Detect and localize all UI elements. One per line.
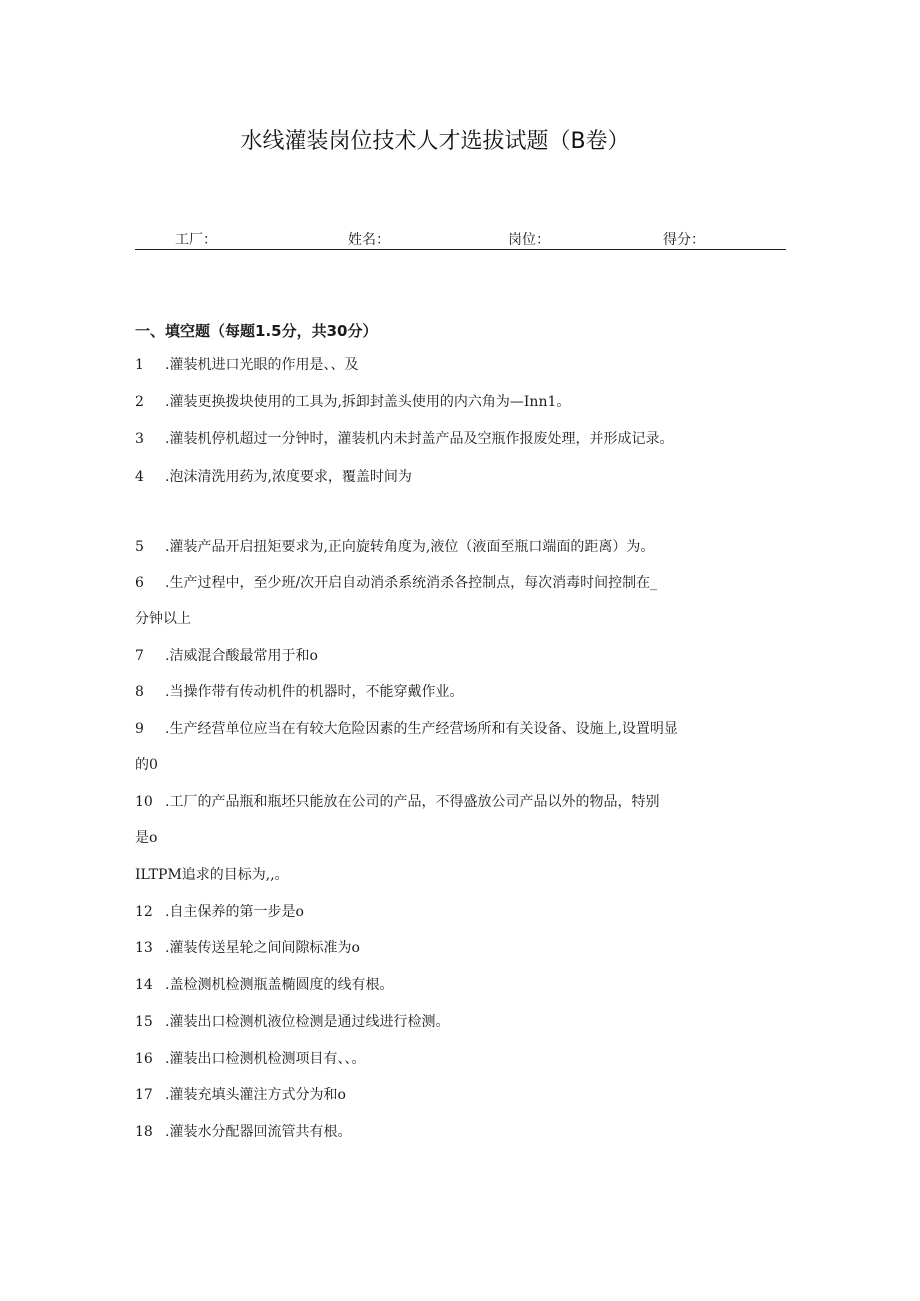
question-text: .工厂的产品瓶和瓶坯只能放在公司的产品，不得盛放公司产品以外的物品，特别 [165, 794, 660, 810]
question-line [135, 827, 157, 847]
question-number: 5 [135, 539, 144, 555]
question-line [135, 645, 318, 665]
question-text: .灌装机停机超过一分钟时，灌装机内未封盖产品及空瓶作报废处理，并形成记录。 [165, 431, 674, 447]
question-number: 16 [135, 1051, 153, 1067]
question-number: 1 [135, 357, 144, 373]
question-text: 是o [135, 830, 158, 846]
question-line [135, 864, 289, 884]
question-text: .洁威混合酸最常用于和o [165, 648, 318, 664]
section-heading: 一、填空题（每题1.5分，共30分） [135, 322, 378, 340]
question-text: .生产过程中，至少班/次开启自动消杀系统消杀各控制点，每次消毒时间控制在_ [165, 575, 658, 591]
factory-label: 工厂： [175, 232, 217, 248]
question-text: .生产经营单位应当在有较大危险因素的生产经营场所和有关设备、设施上,设置明显 [165, 721, 678, 737]
question-number: 9 [135, 721, 144, 737]
question-number: 4 [135, 469, 144, 485]
question-text: .灌装更换拨块使用的工具为,拆卸封盖头使用的内六角为—Inn1。 [165, 394, 571, 410]
header-info-row [135, 229, 786, 250]
question-text: .灌装出口检测机检测项目有、、。 [165, 1051, 366, 1067]
question-line [135, 1048, 365, 1068]
question-line [135, 354, 358, 374]
question-text: .灌装出口检测机液位检测是通过线进行检测。 [165, 1014, 450, 1030]
question-line [135, 681, 463, 701]
question-line [135, 428, 673, 448]
question-line [135, 901, 304, 921]
question-number: 17 [135, 1087, 153, 1103]
question-line [135, 791, 659, 811]
question-line [135, 974, 393, 994]
question-number: 7 [135, 648, 144, 664]
question-text: .泡沫清洗用药为,浓度要求，覆盖时间为 [165, 469, 412, 485]
document-title: 水线灌装岗位技术人才选拔试题（B卷） [240, 129, 630, 154]
score-label: 得分： [663, 232, 705, 248]
question-line [135, 536, 654, 556]
question-text: .当操作带有传动机件的机器时，不能穿戴作业。 [165, 684, 464, 700]
question-line [135, 937, 360, 957]
question-text: .灌装充填头灌注方式分为和o [165, 1087, 346, 1103]
question-number: 8 [135, 684, 144, 700]
question-line [135, 1084, 346, 1104]
question-line [135, 572, 657, 592]
question-text: .灌装传送星轮之间间隙标准为o [165, 940, 360, 956]
question-line [135, 1011, 449, 1031]
question-line [135, 754, 158, 774]
question-number: 2 [135, 394, 144, 410]
question-number: 10 [135, 794, 153, 810]
question-text: .灌装机进口光眼的作用是、、及 [165, 357, 359, 373]
question-number: 14 [135, 977, 153, 993]
name-label: 姓名： [348, 232, 390, 248]
question-number: 12 [135, 904, 153, 920]
question-text: .灌装产品开启扭矩要求为,正向旋转角度为,液位（液面至瓶口端面的距离）为。 [165, 539, 655, 555]
question-text: ILTPM追求的目标为,,。 [135, 867, 289, 883]
question-line [135, 391, 570, 411]
question-text: .自主保养的第一步是o [165, 904, 304, 920]
question-text: 分钟以上 [135, 611, 191, 627]
question-text: .灌装水分配器回流管共有根。 [165, 1124, 352, 1140]
question-number: 13 [135, 940, 153, 956]
question-line [135, 718, 678, 738]
question-number: 6 [135, 575, 144, 591]
question-number: 3 [135, 431, 144, 447]
question-number: 18 [135, 1124, 153, 1140]
question-text: 的0 [135, 757, 158, 773]
question-line [135, 1121, 351, 1141]
question-number: 15 [135, 1014, 153, 1030]
question-text: .盖检测机检测瓶盖椭圆度的线有根。 [165, 977, 394, 993]
question-line [135, 608, 191, 628]
question-line [135, 466, 412, 486]
post-label: 岗位： [508, 232, 550, 248]
